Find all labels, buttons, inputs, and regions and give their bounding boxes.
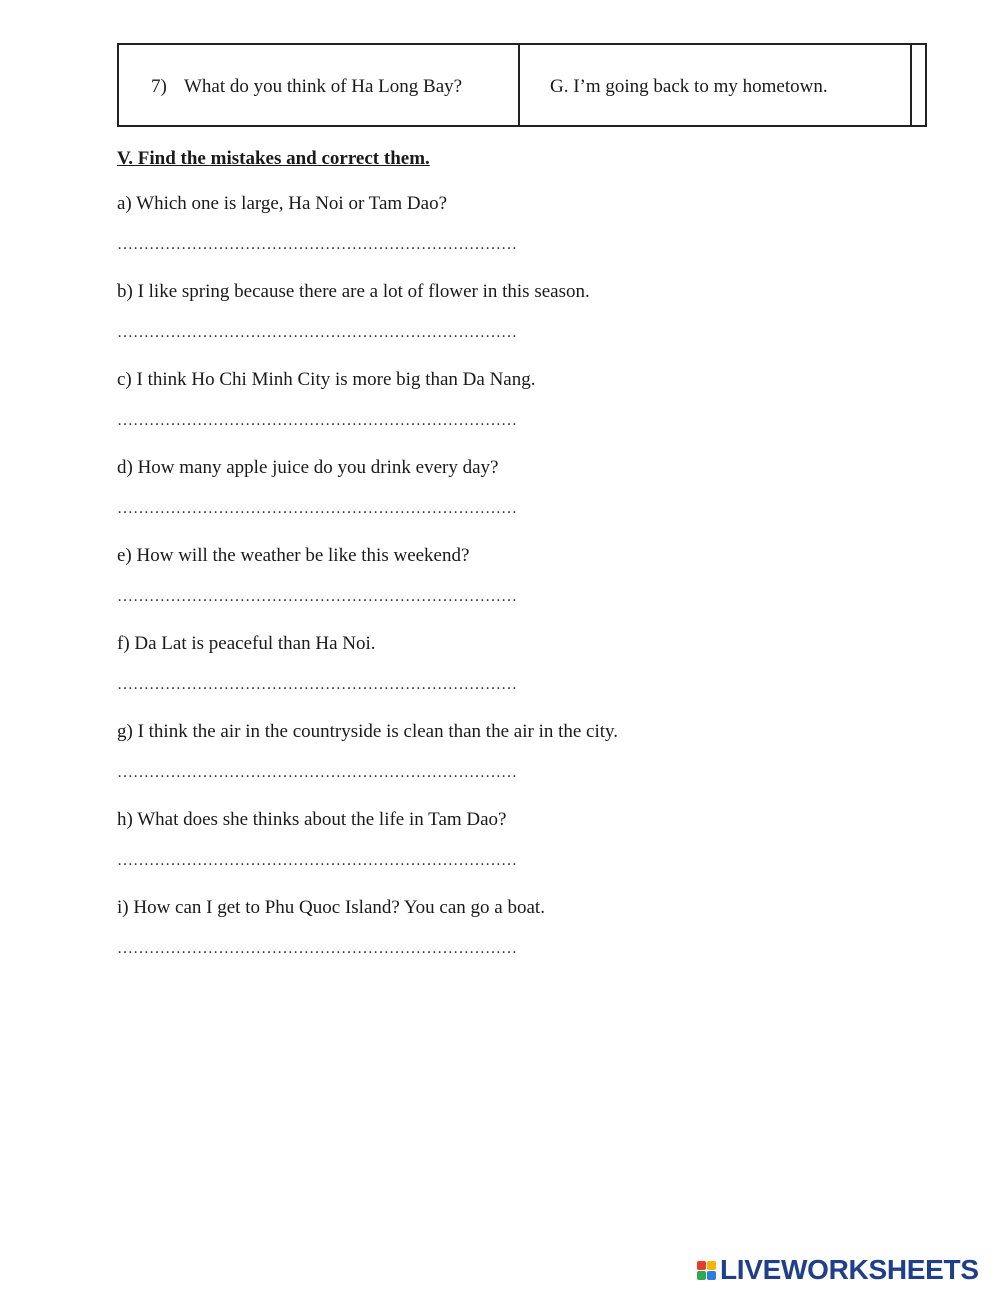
question-text: b) I like spring because there are a lot of flower in this season. <box>117 281 590 302</box>
question-item <box>117 367 877 455</box>
question-number: 7) <box>151 76 167 97</box>
question-item <box>117 895 877 983</box>
logo-text: LIVEWORKSHEETS <box>720 1254 979 1285</box>
question-text: a) Which one is large, Ha Noi or Tam Dao? <box>117 193 448 214</box>
matching-question-text: What do you think of Ha Long Bay? <box>184 76 463 97</box>
question-text: g) I think the air in the countryside is clean than the air in the city. <box>117 721 619 742</box>
question-item <box>117 543 877 631</box>
answer-line[interactable]: ………………………………………………………………… <box>117 940 517 957</box>
question-item <box>117 719 877 807</box>
answer-line[interactable]: ………………………………………………………………… <box>117 500 517 517</box>
question-item <box>117 807 877 895</box>
table-divider <box>518 45 520 125</box>
logo-block <box>697 1271 706 1280</box>
answer-line[interactable]: ………………………………………………………………… <box>117 412 517 429</box>
logo-block <box>697 1261 706 1270</box>
question-list <box>117 191 877 983</box>
matching-answer-cell: G. I’m going back to my hometown. <box>550 76 828 97</box>
question-text: e) How will the weather be like this weekend? <box>117 545 470 566</box>
answer-line[interactable]: ………………………………………………………………… <box>117 324 517 341</box>
question-item <box>117 631 877 719</box>
table-answer-box-edge <box>910 45 912 125</box>
question-text: f) Da Lat is peaceful than Ha Noi. <box>117 633 376 654</box>
logo-block <box>707 1261 716 1270</box>
logo-blocks-icon <box>697 1261 716 1280</box>
question-item <box>117 279 877 367</box>
matching-table-row <box>117 43 927 127</box>
question-text: h) What does she thinks about the life in Tam Dao? <box>117 809 507 830</box>
question-text: d) How many apple juice do you drink every day? <box>117 457 499 478</box>
logo-block <box>707 1271 716 1280</box>
answer-line[interactable]: ………………………………………………………………… <box>117 676 517 693</box>
liveworksheets-logo <box>697 1255 979 1285</box>
answer-line[interactable]: ………………………………………………………………… <box>117 764 517 781</box>
answer-line[interactable]: ………………………………………………………………… <box>117 852 517 869</box>
question-text: i) How can I get to Phu Quoc Island? You can go a boat. <box>117 897 545 918</box>
answer-line[interactable]: ………………………………………………………………… <box>117 236 517 253</box>
answer-line[interactable]: ………………………………………………………………… <box>117 588 517 605</box>
section-title: V. Find the mistakes and correct them. <box>117 148 430 169</box>
question-item <box>117 455 877 543</box>
matching-question-cell <box>151 76 462 98</box>
question-item <box>117 191 877 279</box>
question-text: c) I think Ho Chi Minh City is more big than Da Nang. <box>117 369 536 390</box>
